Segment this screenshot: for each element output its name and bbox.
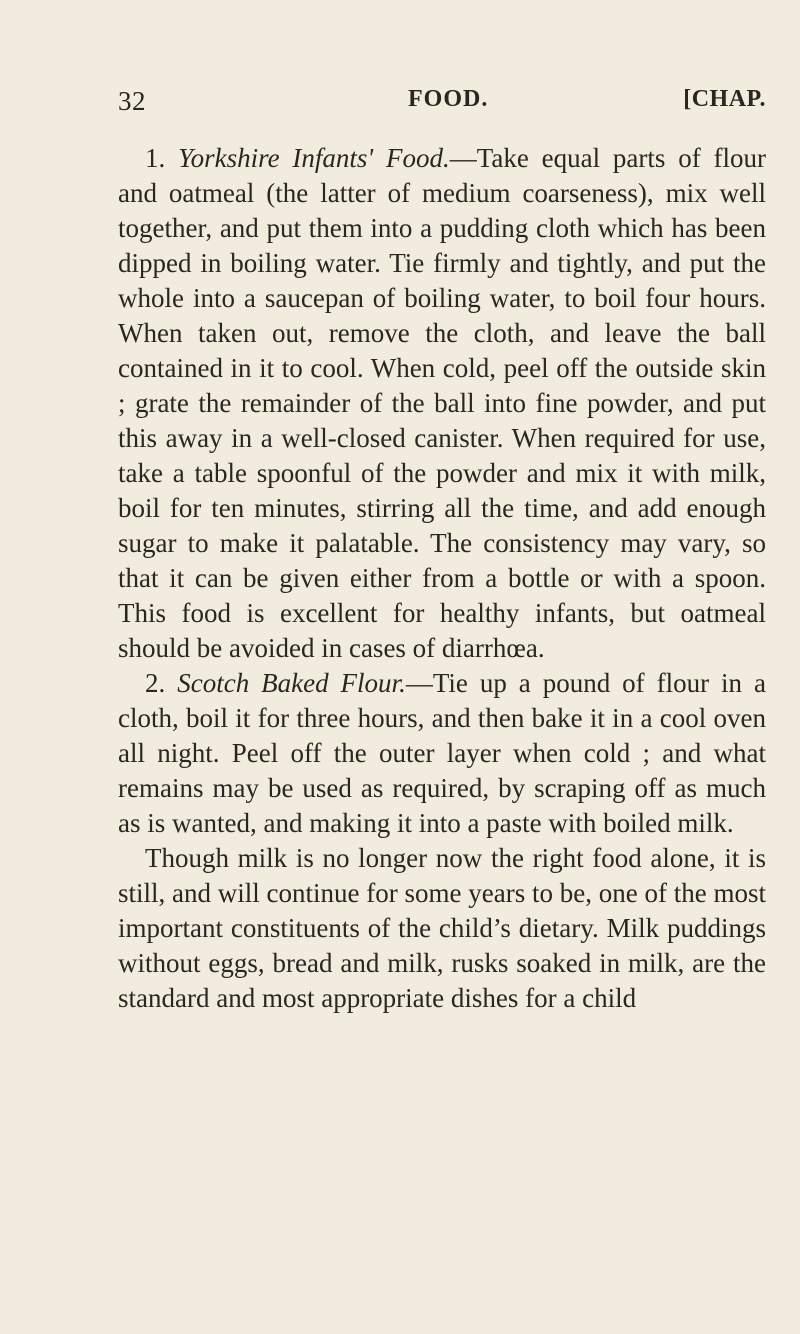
recipe-text: —Tie up a pound of flour in a cloth, boil it for three hours, and then bake it in a cool oven all night. Peel off the outer layer when cold ; and what remains may be used as required, by scraping off as much as is wanted, and making it into a paste with boiled milk.	[118, 668, 766, 838]
recipe-number: 2.	[145, 668, 166, 698]
running-head	[118, 86, 766, 120]
recipe-title: Yorkshire Infants' Food.	[178, 143, 450, 173]
recipe-yorkshire-infants-food	[118, 141, 766, 666]
section-title: FOOD.	[408, 86, 489, 112]
recipe-number: 1.	[145, 143, 166, 173]
closing-paragraph: Though milk is no longer now the right food alone, it is still, and will continue for some years to be, one of the most important constituents of the child’s dietary. Milk puddings without eggs, bread and milk, rusks soaked in milk, are the standard and most appropriate dishes for a child	[118, 843, 766, 1013]
recipe-title: Scotch Baked Flour.	[177, 668, 406, 698]
recipe-text: —Take equal parts of flour and oatmeal (the latter of medium coarseness), mix well together, and put them into a pudding cloth which has been dipped in boiling water. Tie firmly and tightly, and put the whole into a saucepan of boiling water, to boil four hours. When taken out, remove the cloth, and leave the ball contained in it to cool. When cold, peel off the outside skin ; grate the remainder of the ball into fine powder, and put this away in a well-closed canister. When required for use, take a table spoonful of the powder and mix it with milk, boil for ten minutes, stirring all the time, and add enough sugar to make it palatable. The consistency may vary, so that it can be given either from a bottle or with a spoon. This food is excellent for healthy infants, but oatmeal should be avoided in cases of diarrhœa.	[118, 143, 766, 663]
recipe-scotch-baked-flour	[118, 666, 766, 841]
chapter-label: [CHAP.	[683, 86, 766, 112]
page-number: 32	[118, 86, 146, 116]
body-text	[118, 141, 766, 1016]
